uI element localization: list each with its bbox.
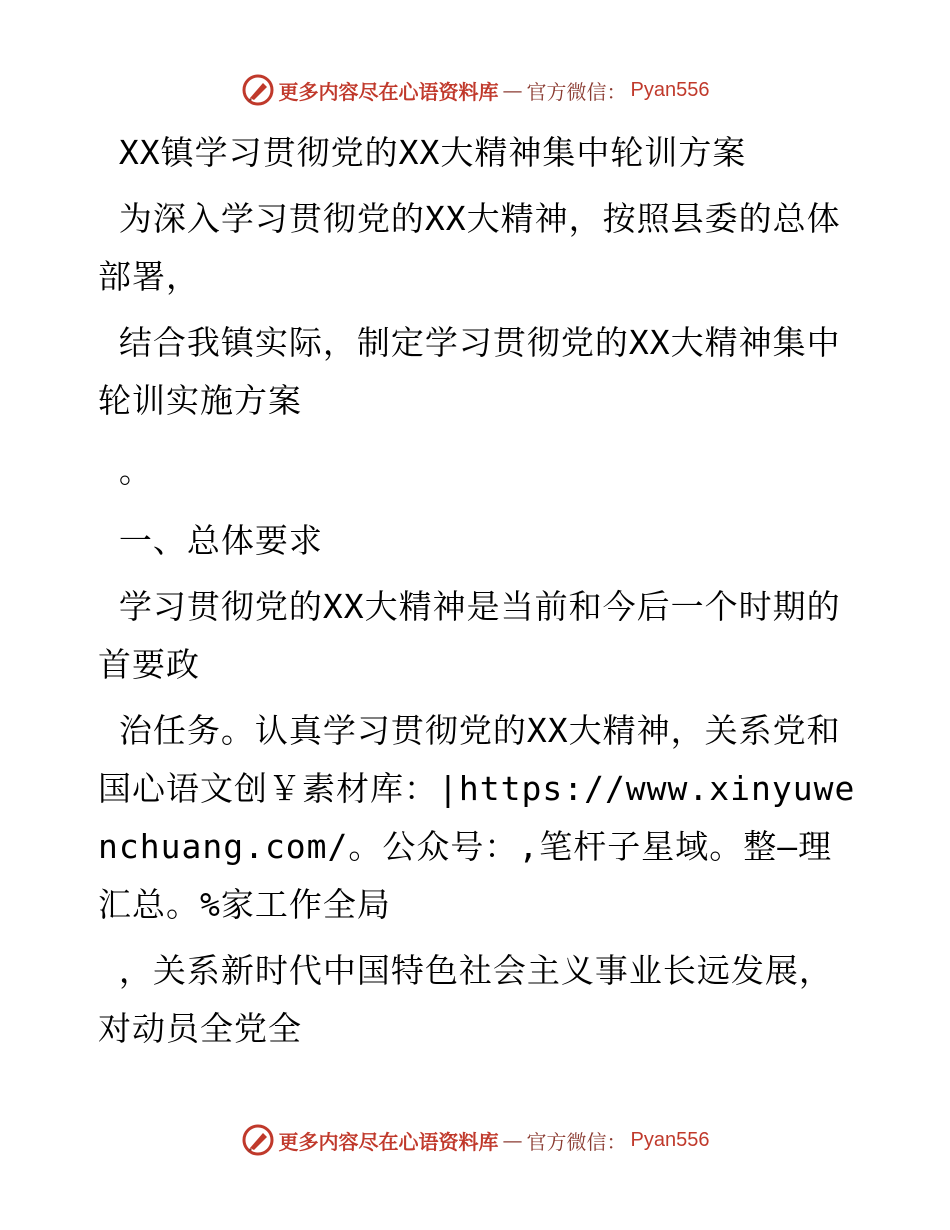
paragraph-6: ，关系新时代中国特色社会主义事业长远发展，对动员全党全 xyxy=(98,951,833,1048)
paragraph-4: 学习贯彻党的XX大精神是当前和今后一个时期的首要政 xyxy=(98,587,841,684)
paragraph-3: 。 xyxy=(98,451,153,490)
banner-separator: — xyxy=(502,1128,523,1152)
paragraph-5: 治任务。认真学习贯彻党的XX大精神，关系党和国心语文创￥素材库：|https://www.xinyuwenchuang.com/。公众号：,笔杆子星域。整—理汇总。%家工作全局 xyxy=(98,711,856,924)
paragraph-1: 为深入学习贯彻党的XX大精神，按照县委的总体部署， xyxy=(98,199,841,296)
paragraph-2: 结合我镇实际，制定学习贯彻党的XX大精神集中轮训实施方案 xyxy=(98,323,841,420)
banner-wechat-label: 官方微信： xyxy=(526,79,627,104)
pen-nib-icon xyxy=(241,1123,275,1157)
footer-banner xyxy=(0,1120,950,1160)
document-body xyxy=(98,124,858,1066)
banner-site-name: 更多内容尽在心语资料库 xyxy=(278,1129,499,1154)
banner-wechat-id: Pyan556 xyxy=(630,1128,710,1151)
document-title: XX镇学习贯彻党的XX大精神集中轮训方案 xyxy=(98,133,747,172)
header-banner xyxy=(0,70,950,110)
pen-nib-icon xyxy=(241,73,275,107)
banner-site-name: 更多内容尽在心语资料库 xyxy=(278,79,499,104)
banner-separator: — xyxy=(502,78,523,102)
banner-wechat-label: 官方微信： xyxy=(526,1129,627,1154)
banner-wechat-id: Pyan556 xyxy=(630,78,710,101)
section-heading: 一、总体要求 xyxy=(98,521,323,560)
